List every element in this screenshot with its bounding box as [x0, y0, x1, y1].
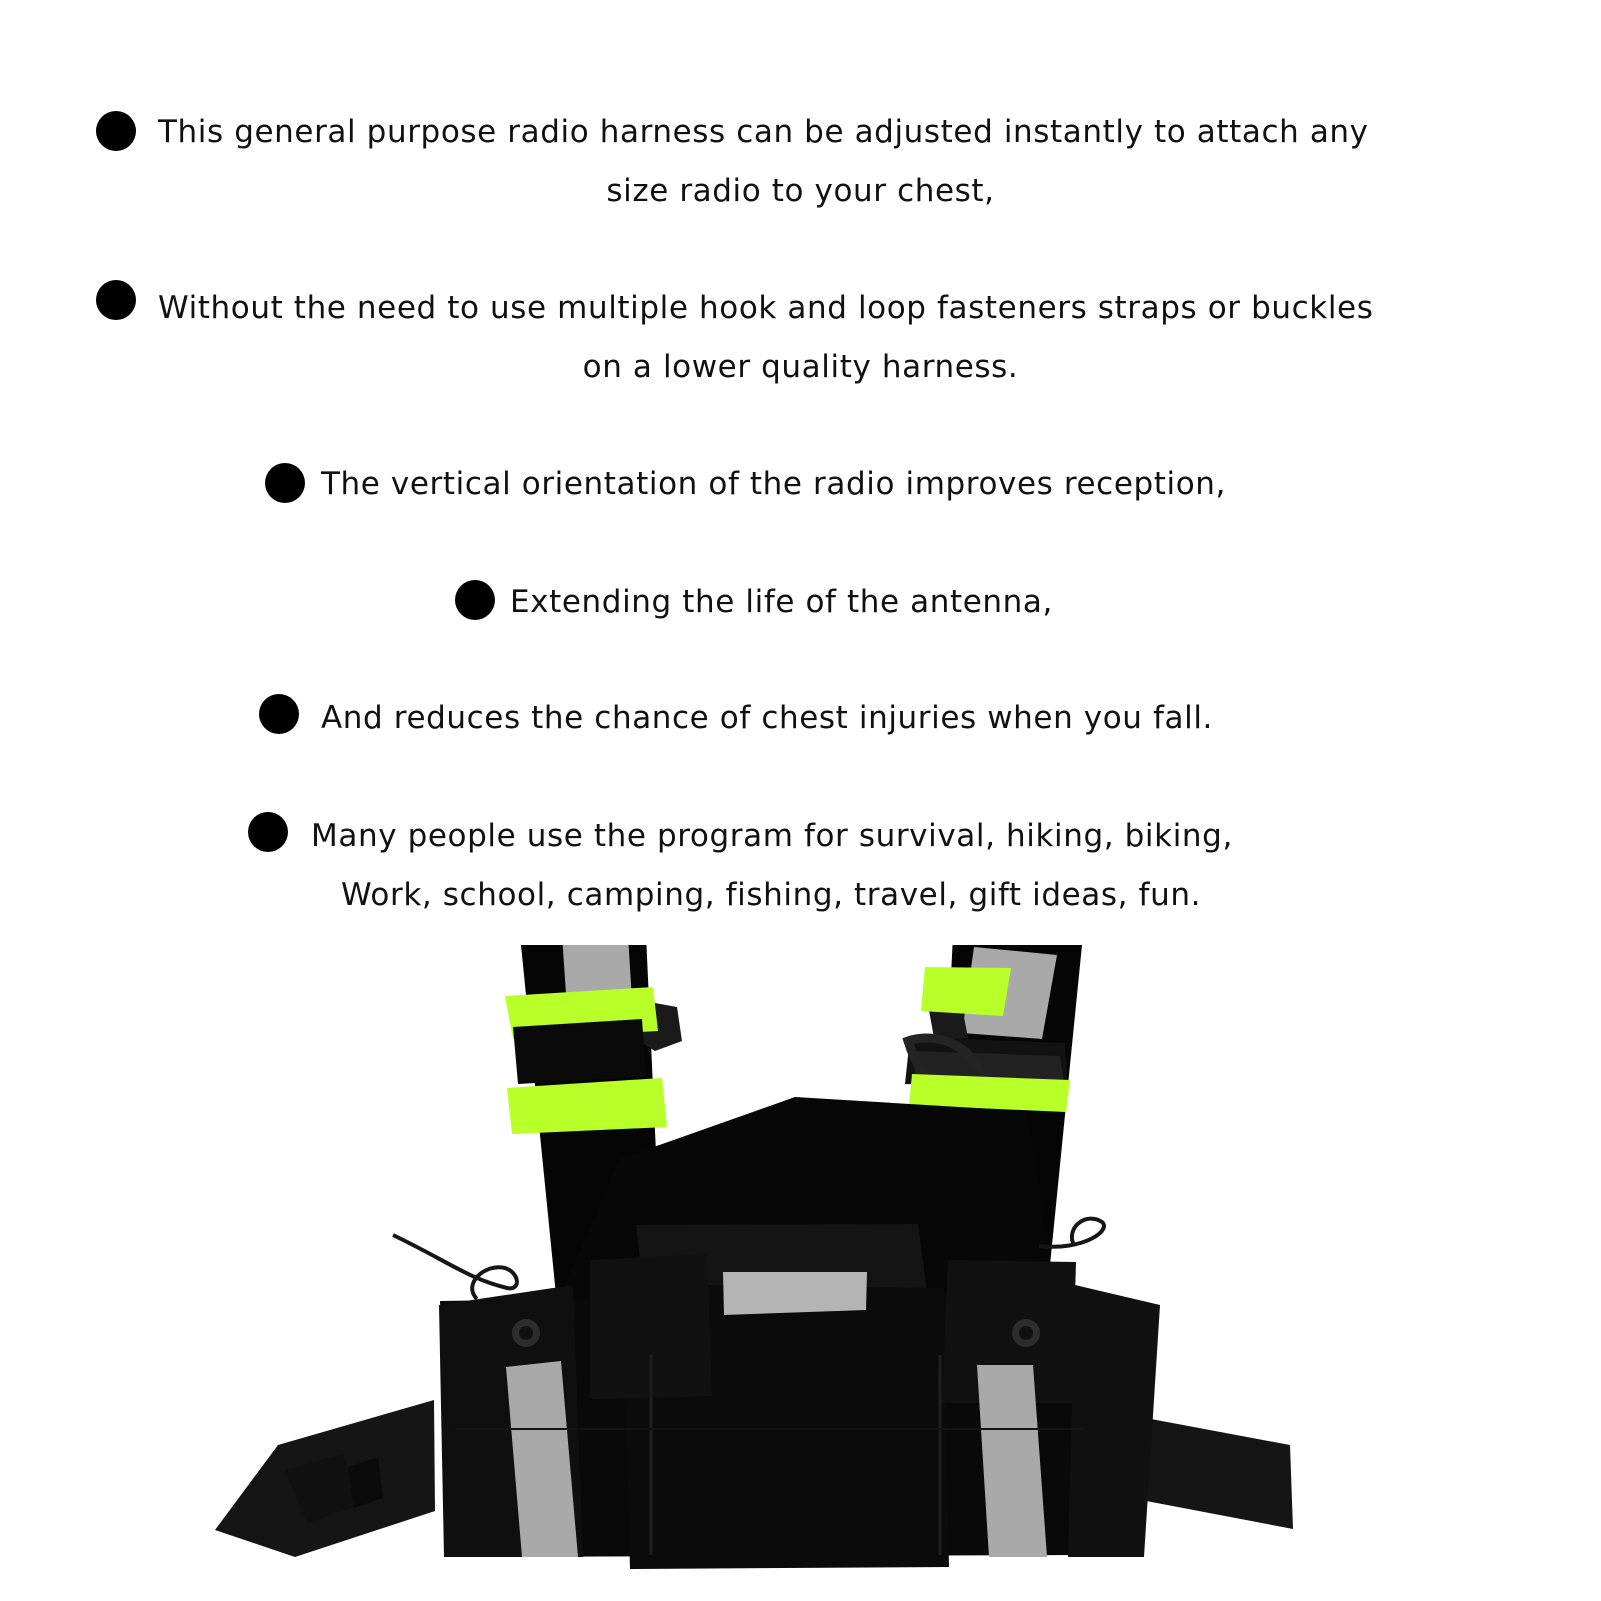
- bullet-item-6: [0, 811, 1601, 871]
- bullet-dot-icon: [259, 694, 299, 734]
- bullet-text-continuation: on a lower quality harness.: [582, 349, 1019, 385]
- bullet-item-4: [0, 580, 1601, 640]
- bullet-item-5: [0, 694, 1601, 754]
- bullet-text-line: This general purpose radio harness can be adjusted instantly to attach any: [158, 114, 1369, 150]
- bullet-text-continuation: Work, school, camping, fishing, travel, gift ideas, fun.: [341, 877, 1202, 913]
- bullet-dot-icon: [265, 463, 305, 503]
- chest-radio-harness-image: [200, 945, 1360, 1601]
- bullet-dot-icon: [455, 580, 495, 620]
- bullet-item-1: [0, 110, 1601, 170]
- bullet-text-continuation: size radio to your chest,: [606, 173, 995, 209]
- bullet-dot-icon: [96, 111, 136, 151]
- bullet-text-line: The vertical orientation of the radio improves reception,: [321, 466, 1226, 502]
- chest-radio-harness-icon: [200, 945, 1360, 1601]
- bullet-text-line: Many people use the program for survival, hiking, biking,: [311, 818, 1233, 854]
- bullet-item-2: [0, 280, 1601, 340]
- bullet-dot-icon: [248, 812, 288, 852]
- bullet-text-line: Extending the life of the antenna,: [510, 584, 1053, 620]
- bullet-dot-icon: [96, 280, 136, 320]
- bullet-item-3: [0, 462, 1601, 522]
- bullet-text-line: And reduces the chance of chest injuries when you fall.: [321, 700, 1213, 736]
- bullet-text-line: Without the need to use multiple hook and loop fasteners straps or buckles: [158, 290, 1374, 326]
